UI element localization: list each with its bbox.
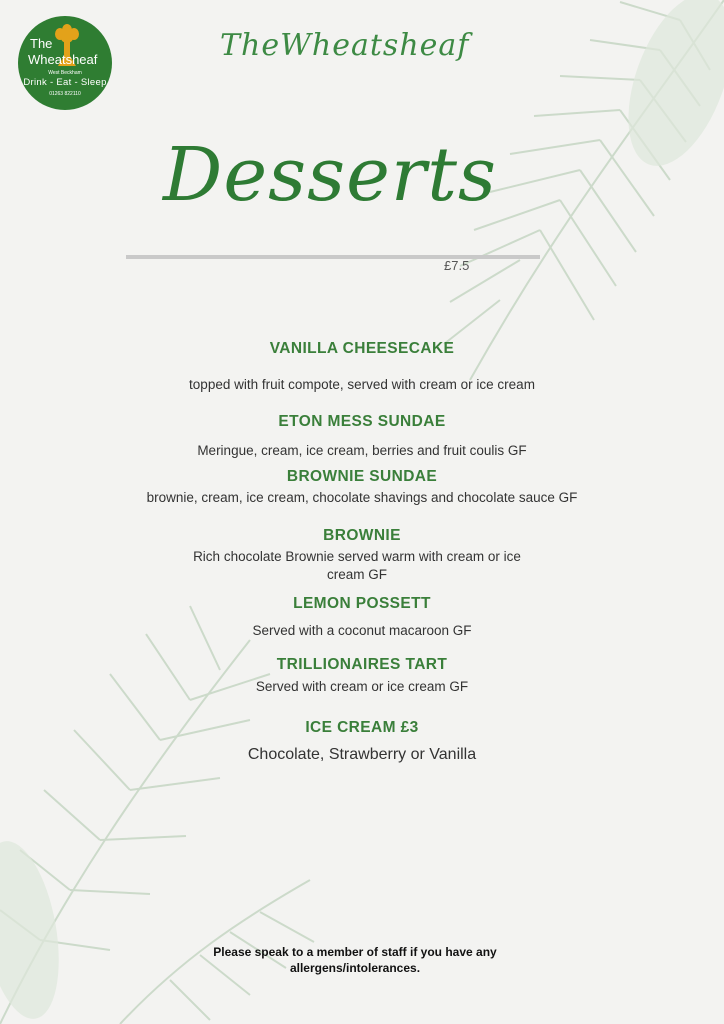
- logo-location: West Beckham: [48, 70, 82, 76]
- logo-tagline: Drink - Eat - Sleep: [23, 77, 107, 88]
- logo-line-wheatsheaf: Wheatsheaf: [28, 52, 98, 67]
- menu-item-description: Served with cream or ice cream GF: [255, 679, 469, 694]
- menu-item-name: LEMON POSSETT: [293, 595, 431, 612]
- menu-item-description: topped with fruit compote, served with cream or ice cream: [189, 377, 535, 392]
- menu-item-description: Served with a coconut macaroon GF: [252, 623, 472, 638]
- menu-item-name: ETON MESS SUNDAE: [278, 413, 446, 430]
- menu-item-name: ICE CREAM £3: [305, 719, 419, 736]
- logo-line-the: The: [30, 36, 53, 51]
- menu-item-description: Rich chocolate Brownie served warm with cream or ice cream GF: [193, 549, 521, 582]
- menu-item-name: BROWNIE SUNDAE: [286, 468, 438, 485]
- price-label: £7.5: [444, 258, 470, 273]
- logo-phone: 01263 822110: [49, 91, 81, 97]
- allergen-note: Please speak to a member of staff if you have any allergens/intolerances.: [213, 945, 497, 975]
- menu-item-description: brownie, cream, ice cream, chocolate shavings and chocolate sauce GF: [146, 490, 578, 505]
- menu-item-name: VANILLA CHEESECAKE: [269, 340, 455, 357]
- brand-script-title: TheWheatsheaf: [220, 28, 470, 63]
- page-title: Desserts: [163, 132, 497, 218]
- restaurant-logo: [18, 16, 112, 110]
- menu-item-description: Chocolate, Strawberry or Vanilla: [247, 746, 477, 763]
- menu-item-name: TRILLIONAIRES TART: [276, 656, 448, 673]
- menu-item-description: Meringue, cream, ice cream, berries and fruit coulis GF: [197, 443, 527, 458]
- menu-item-name: BROWNIE: [323, 527, 401, 544]
- title-underline: [126, 255, 540, 259]
